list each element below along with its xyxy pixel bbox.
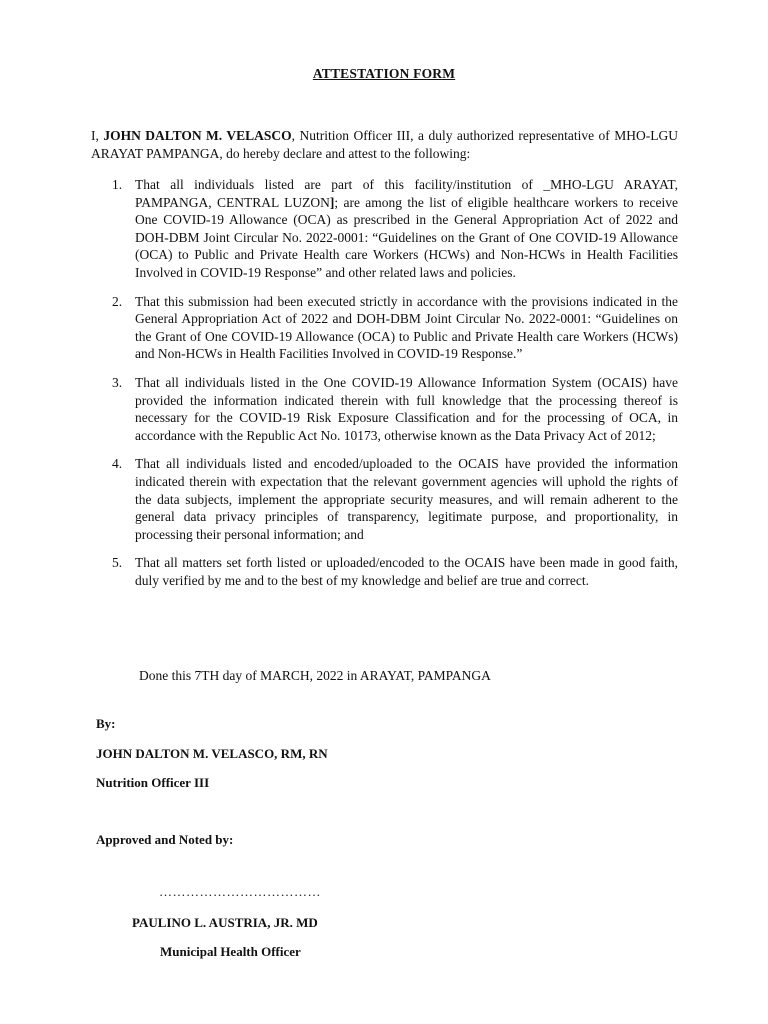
signatory-name: JOHN DALTON M. VELASCO, RM, RN	[96, 746, 328, 761]
approver-name: PAULINO L. AUSTRIA, JR. MD	[132, 915, 318, 930]
by-label: By:	[96, 716, 116, 731]
list-item-2	[91, 293, 678, 363]
done-date-line: Done this 7TH day of MARCH, 2022 in ARAYAT, PAMPANGA	[139, 668, 491, 683]
list-item-1	[91, 176, 678, 282]
list-item-text: That all matters set forth listed or uploaded/encoded to the OCAIS have been made in good faith, duly verified by me and to the best of my knowledge and belief are true and correct.	[135, 555, 678, 588]
intro-paragraph	[91, 127, 678, 163]
list-number: 5.	[112, 555, 123, 571]
list-item-5	[91, 554, 678, 589]
list-item-text: That all individuals listed in the One COVID-19 Allowance Information System (OCAIS) have provided the information indicated therein with full knowledge that the processing thereof is necessary for the COVID-19 Risk Exposure Classification and for the processing of OCA, in accordance with the Republic Act No. 10173, otherwise known as the Data Privacy Act of 2012;	[135, 374, 678, 443]
list-number: 2.	[112, 293, 123, 309]
intro-prefix: I,	[91, 128, 104, 143]
bold-bracket: ]	[329, 194, 335, 210]
list-item-text: That this submission had been executed strictly in accordance with the provisions indicated in the General Appropriation Act of 2022 and DOH-DBM Joint Circular No. 2022-0001: “Guidelines on the Grant of One COVID-19 Allowance (OCA) to Public and Private Health care Workers (HCWs) and Non-HCWs in Health Facilities Involved in COVID-19 Response.”	[135, 293, 678, 362]
attestation-list	[91, 176, 678, 600]
list-item-text-start: That all individuals listed are part of this facility/institution of _MHO-LGU ARAYAT, PAMPANGA, CENTRAL LUZON	[135, 177, 678, 210]
list-number: 3.	[112, 374, 123, 390]
list-number: 4.	[112, 456, 123, 472]
intro-suffix: , Nutrition Officer III, a duly authorized representative of MHO-LGU ARAYAT PAMPANGA, do hereby declare and attest to the following:	[91, 128, 679, 161]
list-item-text: That all individuals listed and encoded/uploaded to the OCAIS have provided the information indicated therein with expectation that the relevant government agencies will uphold the rights of the data subjects, implement the appropriate security measures, and will remain adherent to the general data privacy principles of transparency, legitimate purpose, and proportionality, in processing their personal information; and	[135, 456, 678, 542]
approver-title: Municipal Health Officer	[160, 944, 301, 959]
list-item-text-end: ; are among the list of eligible healthcare workers to receive One COVID-19 Allowance (OCA) as prescribed in the General Appropriation Act of 2022 and DOH-DBM Joint Circular No. 2022-0001: “Guidelines on the Grant of One COVID-19 Allowance (OCA) to Public and Private Health care Workers (HCWs) and Non-HCWs in Health Facilities Involved in COVID-19 Response” and other related laws and policies.	[135, 194, 678, 280]
document-title: ATTESTATION FORM	[312, 66, 456, 81]
list-number: 1.	[112, 177, 123, 192]
approved-label: Approved and Noted by:	[96, 832, 234, 847]
list-item-3	[91, 374, 678, 444]
signatory-title: Nutrition Officer III	[96, 775, 210, 790]
declarant-name: JOHN DALTON M. VELASCO	[103, 128, 292, 143]
list-item-4	[91, 455, 678, 543]
signature-line: ………………………………	[159, 884, 321, 899]
